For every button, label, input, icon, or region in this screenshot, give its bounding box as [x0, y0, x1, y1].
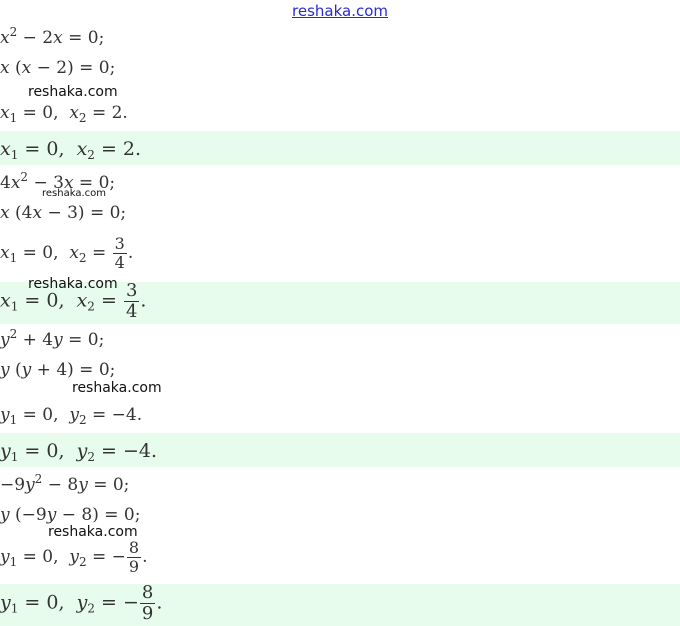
equation-line: x (4x − 3) = 0; — [0, 203, 127, 223]
equation-line: y (y + 4) = 0; — [0, 360, 116, 380]
fraction: $\frac{3}{4}$ — [125, 280, 138, 322]
solution-line: $y_1 = 0$, $y_2 = -4$. — [0, 405, 143, 427]
watermark: reshaka.com — [72, 380, 162, 396]
watermark: reshaka.com — [28, 84, 118, 100]
fraction: $\frac{8}{9}$ — [141, 582, 154, 624]
answer-line: $y_1 = 0$, $y_2$ = − $\frac{8}{9}$ . — [0, 582, 163, 624]
equation-line: $x^2 - 2x = 0$; — [0, 25, 105, 48]
answer-line: $x_1 = 0$, $x_2$ = $\frac{3}{4}$ . — [0, 280, 147, 322]
fraction: $\frac{3}{4}$ — [114, 234, 125, 272]
watermark: reshaka.com — [42, 188, 106, 199]
answer-line: $x_1 = 0$, $x_2 = 2$. — [0, 138, 142, 162]
fraction: $\frac{8}{9}$ — [128, 538, 140, 576]
solution-line: $x_1 = 0$, $x_2 = 2$. — [0, 103, 128, 125]
site-header-link[interactable]: reshaka.com — [292, 2, 388, 20]
answer-line: $y_1 = 0$, $y_2 = -4$. — [0, 440, 158, 464]
equation-line: y (−9y − 8) = 0; — [0, 505, 141, 525]
equation-line: $y^2 + 4y = 0$; — [0, 327, 105, 350]
equation-line: $-9y^2 - 8y = 0$; — [0, 472, 130, 495]
equation-line: $4x^2 - 3x = 0$; — [0, 170, 116, 193]
equation-line: x (x − 2) = 0; — [0, 58, 116, 78]
watermark: reshaka.com — [48, 524, 138, 540]
solution-line: $x_1 = 0$, $x_2$ = $\frac{3}{4}$ . — [0, 234, 134, 272]
watermark: reshaka.com — [28, 276, 118, 292]
solution-line: $y_1 = 0$, $y_2$ = − $\frac{8}{9}$ . — [0, 538, 148, 576]
